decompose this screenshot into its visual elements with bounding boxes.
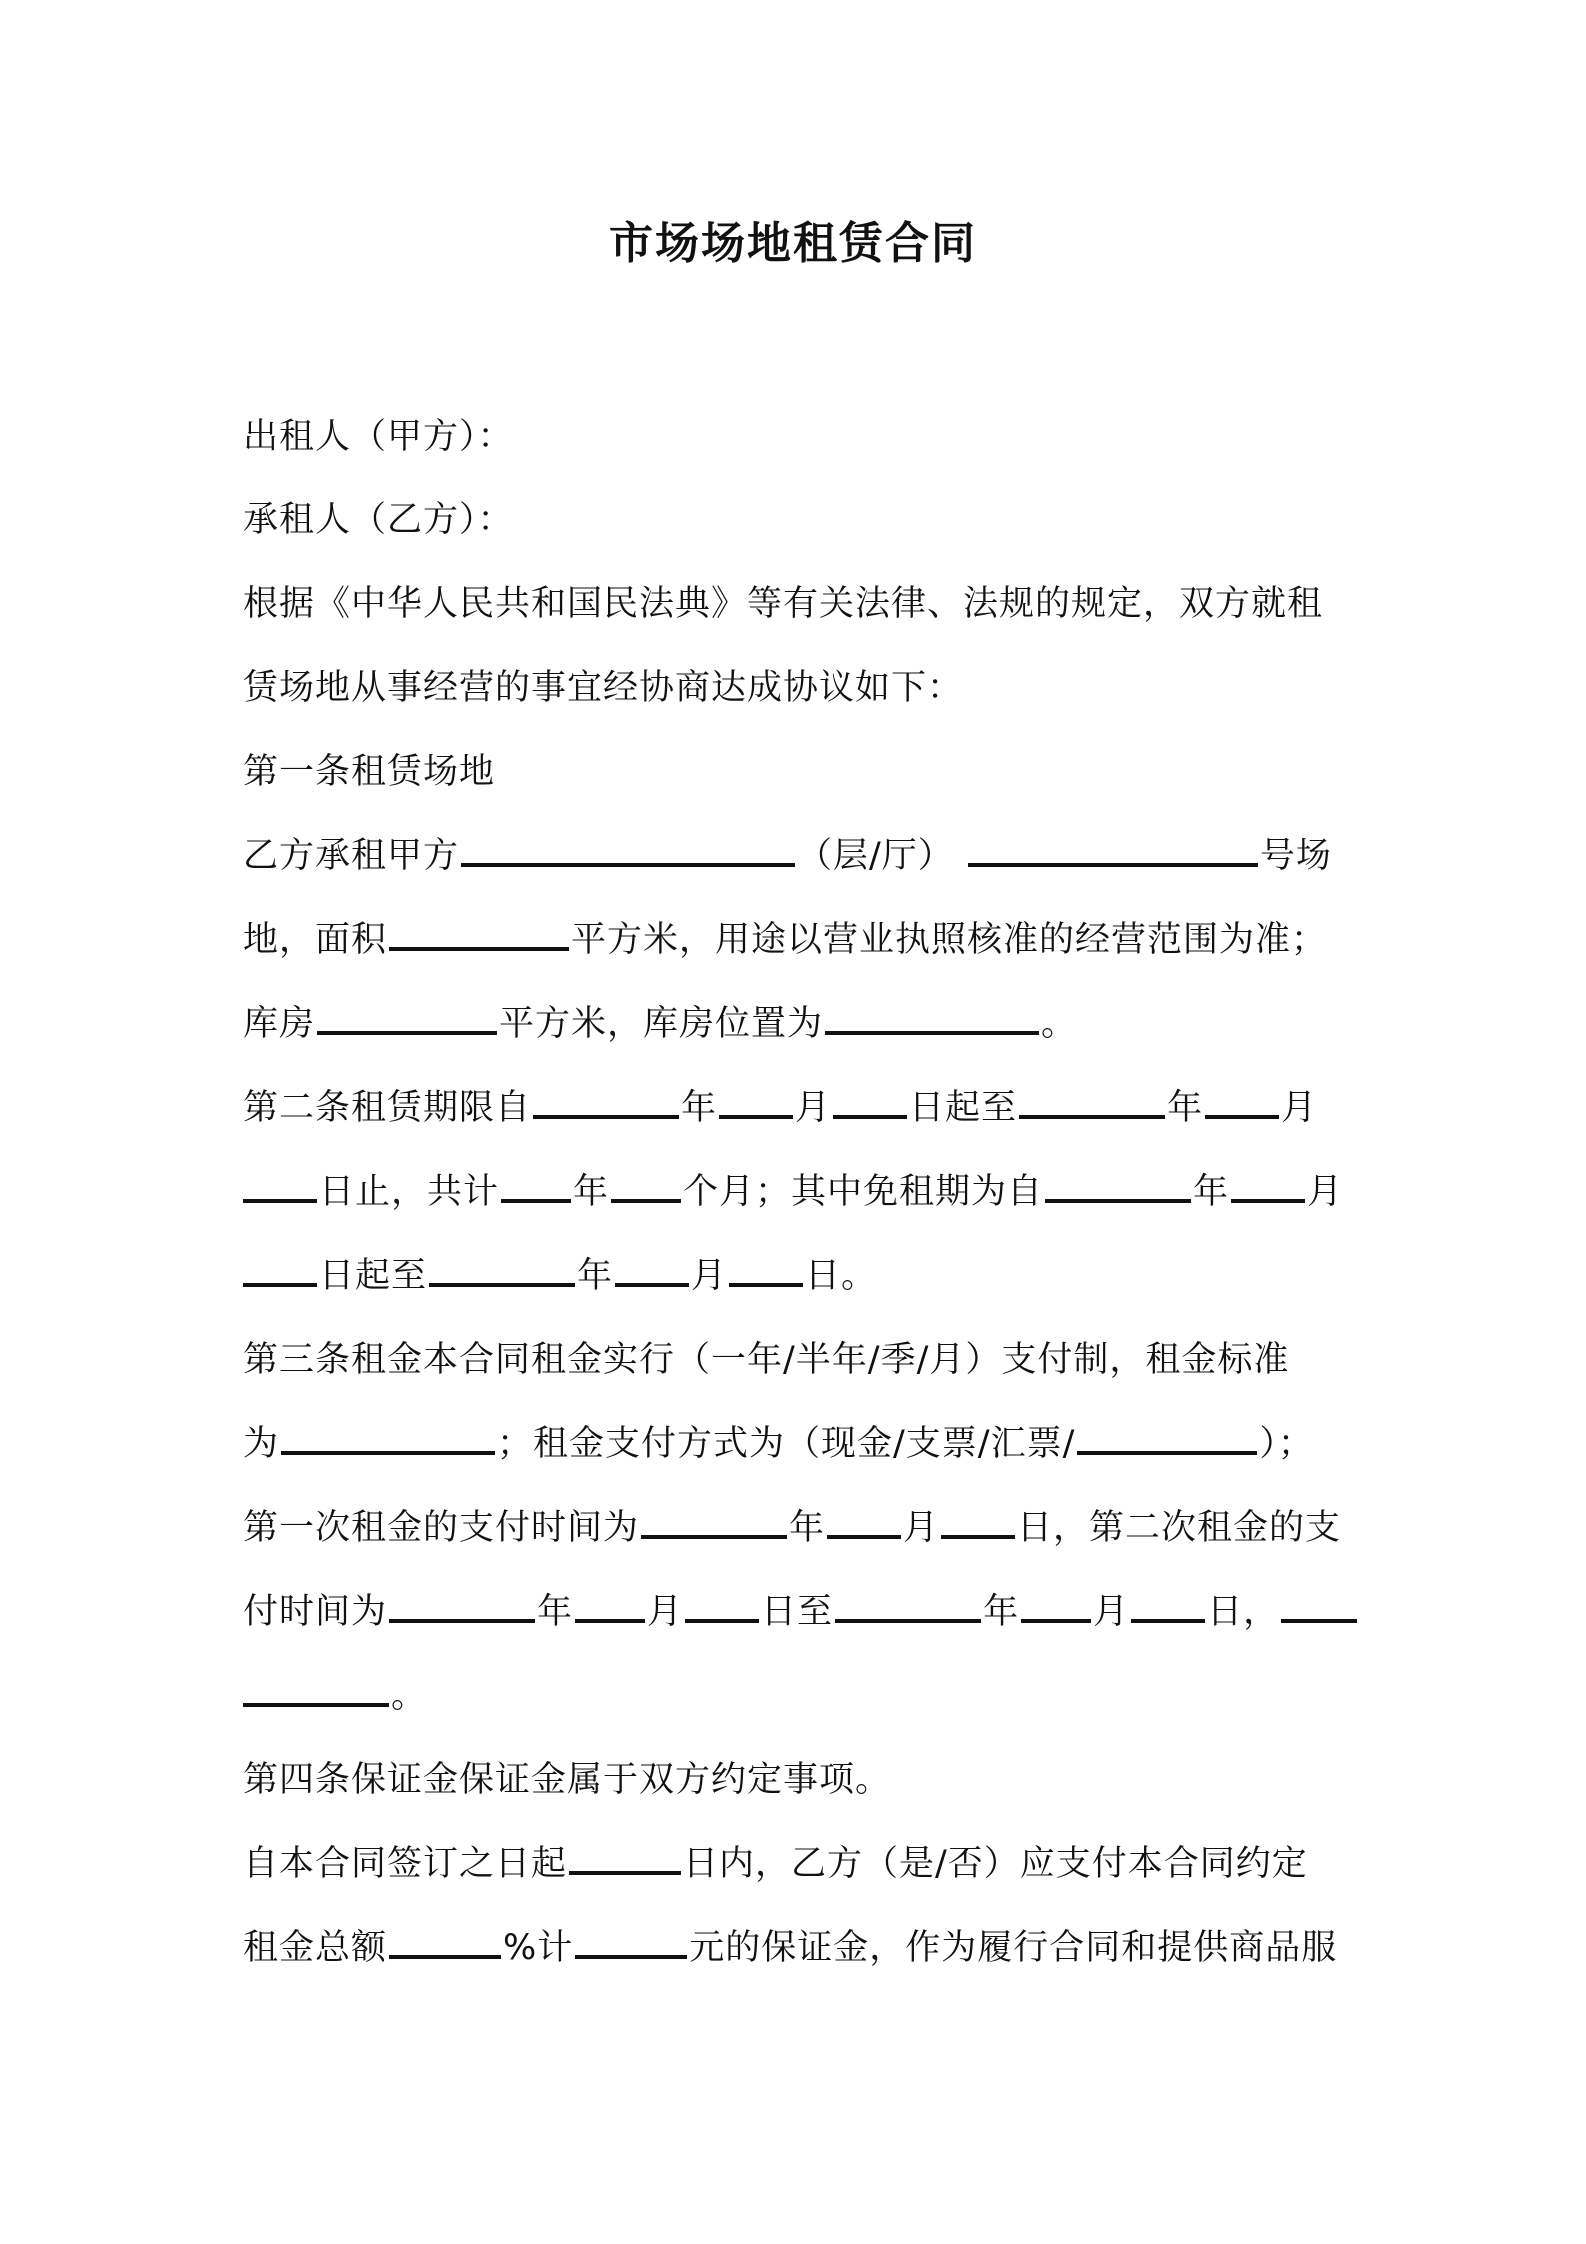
blank-field[interactable] xyxy=(243,1255,317,1287)
blank-field[interactable] xyxy=(461,835,795,867)
blank-field[interactable] xyxy=(243,1675,389,1707)
blank-field[interactable] xyxy=(827,1507,901,1539)
blank-field[interactable] xyxy=(833,1087,907,1119)
article-1-heading: 第一条租赁场地 xyxy=(243,752,496,792)
article-1-line-2: 地，面积 平方米，用途以营业执照核准的经营范围为准； xyxy=(243,920,1328,960)
lessor-line: 出租人（甲方）： xyxy=(243,417,514,457)
article-3-line-4: 付时间为 年 月 日至 年 月 日， xyxy=(243,1580,1359,1644)
blank-field[interactable] xyxy=(1231,1171,1305,1203)
article-3-line-2: 为 ；租金支付方式为（现金/支票/汇票/ ）； xyxy=(243,1424,1314,1464)
article-2-line-1: 第二条租赁期限自 年 月 日起至 年 月 xyxy=(243,1088,1318,1128)
blank-field[interactable] xyxy=(941,1507,1015,1539)
blank-field[interactable] xyxy=(429,1255,575,1287)
blank-field[interactable] xyxy=(835,1591,981,1623)
blank-field[interactable] xyxy=(611,1171,681,1203)
blank-field[interactable] xyxy=(389,1591,535,1623)
article-3-line-5: 。 xyxy=(243,1664,427,1728)
blank-field[interactable] xyxy=(243,1171,317,1203)
article-3-line-1: 第三条租金本合同租金实行（一年/半年/季/月）支付制，租金标准 xyxy=(243,1340,1290,1380)
blank-field[interactable] xyxy=(281,1423,495,1455)
blank-field[interactable] xyxy=(1019,1087,1165,1119)
blank-field[interactable] xyxy=(719,1087,793,1119)
article-1-line-1: 乙方承租甲方 （层/厅） 号场 xyxy=(243,836,1332,876)
blank-field[interactable] xyxy=(533,1087,679,1119)
blank-field[interactable] xyxy=(825,1003,1039,1035)
preamble-line-1: 根据《中华人民共和国民法典》等有关法律、法规的规定，双方就租 xyxy=(243,584,1324,624)
blank-field[interactable] xyxy=(569,1843,681,1875)
blank-field[interactable] xyxy=(615,1255,689,1287)
blank-field[interactable] xyxy=(1045,1171,1191,1203)
blank-field[interactable] xyxy=(575,1591,645,1623)
article-2-line-2: 日止，共计 年 个月；其中免租期为自 年 月 xyxy=(243,1160,1343,1224)
blank-field[interactable] xyxy=(317,1003,497,1035)
document-title: 市场场地租赁合同 xyxy=(609,218,977,269)
blank-field[interactable] xyxy=(1131,1591,1205,1623)
blank-field[interactable] xyxy=(1205,1087,1279,1119)
blank-field[interactable] xyxy=(1281,1591,1357,1623)
blank-field[interactable] xyxy=(389,1927,501,1959)
blank-field[interactable] xyxy=(729,1255,803,1287)
blank-field[interactable] xyxy=(575,1927,687,1959)
blank-field[interactable] xyxy=(501,1171,571,1203)
blank-field[interactable] xyxy=(641,1507,787,1539)
article-1-line-3: 库房 平方米，库房位置为 。 xyxy=(243,1004,1078,1044)
lessee-line: 承租人（乙方）： xyxy=(243,500,514,540)
blank-field[interactable] xyxy=(968,835,1258,867)
article-4-line-2: 租金总额 %计 元的保证金，作为履行合同和提供商品服 xyxy=(243,1928,1338,1968)
preamble-line-2: 赁场地从事经营的事宜经协商达成协议如下： xyxy=(243,668,964,708)
blank-field[interactable] xyxy=(389,919,569,951)
article-2-line-3: 日起至 年 月 日。 xyxy=(243,1244,877,1308)
blank-field[interactable] xyxy=(1077,1423,1257,1455)
blank-field[interactable] xyxy=(685,1591,759,1623)
article-4-line-1: 自本合同签订之日起 日内，乙方（是/否）应支付本合同约定 xyxy=(243,1844,1308,1884)
blank-field[interactable] xyxy=(1021,1591,1091,1623)
article-4-heading: 第四条保证金保证金属于双方约定事项。 xyxy=(243,1760,892,1800)
article-3-line-3: 第一次租金的支付时间为 年 月 日，第二次租金的支 xyxy=(243,1508,1342,1548)
